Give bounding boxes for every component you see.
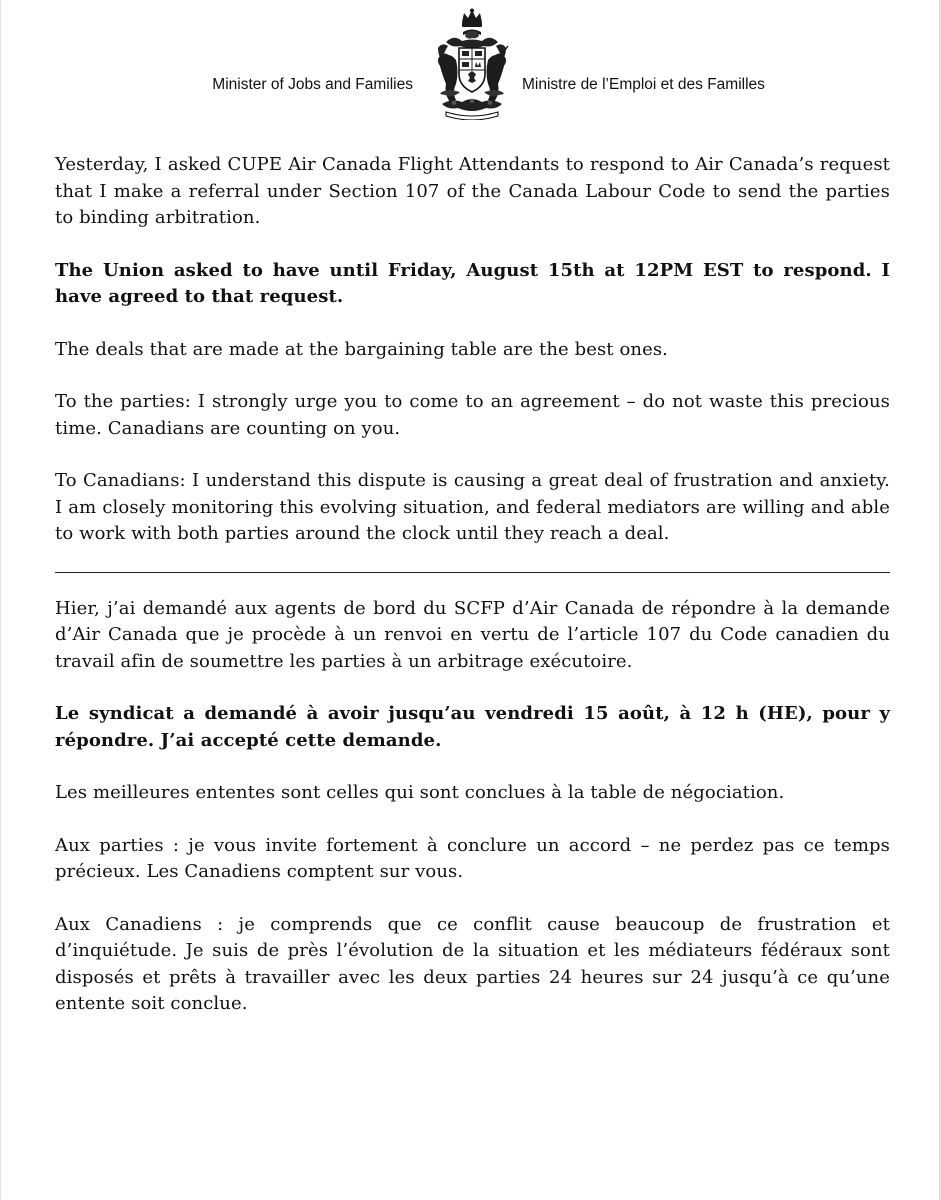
french-paragraph-2: Le syndicat a demandé à avoir jusqu’au vendredi 15 août, à 12 h (HE), pour y répondre. J’ai accepté cette demande.: [55, 703, 890, 751]
english-paragraph-4: To the parties: I strongly urge you to come to an agreement – do not waste this precious time. Canadians are counting on you.: [55, 391, 890, 439]
section-divider: [55, 572, 890, 573]
page-edge-left: [0, 0, 1, 1200]
french-paragraph-4: Aux parties : je vous invite fortement à conclure un accord – ne perdez pas ce temps précieux. Les Canadiens comptent sur vous.: [55, 834, 890, 883]
minister-title-english: Minister of Jobs and Families: [212, 76, 413, 93]
minister-title-french: Ministre de l’Emploi et des Familles: [522, 76, 765, 93]
english-paragraph-2: The Union asked to have until Friday, August 15th at 12PM EST to respond. I have agreed to that request.: [55, 259, 890, 307]
letterhead: [0, 0, 941, 130]
coat-of-arms-of-canada-icon: [432, 8, 512, 120]
english-paragraph-5: To Canadians: I understand this dispute is causing a great deal of frustration and anxiety. I am closely monitoring this evolving situation, and federal mediators are willing and able to work with both parties around the clock until they reach a deal.: [55, 470, 890, 544]
statement-body: [55, 152, 890, 1018]
french-paragraph-5: Aux Canadiens : je comprends que ce conflit cause beaucoup de frustration et d’inquiétude. Je suis de près l’évolution de la situation et les médiateurs fédéraux sont disposés et prêts à travailler avec les deux parties 24 heures sur 24 jusqu’à ce qu’une entente soit conclue.: [55, 913, 890, 1015]
french-paragraph-1: Hier, j’ai demandé aux agents de bord du SCFP d’Air Canada de répondre à la demande d’Air Canada que je procède à un renvoi en vertu de l’article 107 du Code canadien du travail afin de soumettre les parties à un arbitrage exécutoire.: [55, 597, 890, 672]
english-paragraph-1: Yesterday, I asked CUPE Air Canada Flight Attendants to respond to Air Canada’s request that I make a referral under Section 107 of the Canada Labour Code to send the parties to binding arbitration.: [55, 154, 890, 228]
english-paragraph-3: The deals that are made at the bargaining table are the best ones.: [55, 338, 668, 360]
french-paragraph-3: Les meilleures ententes sont celles qui sont conclues à la table de négociation.: [55, 782, 785, 804]
